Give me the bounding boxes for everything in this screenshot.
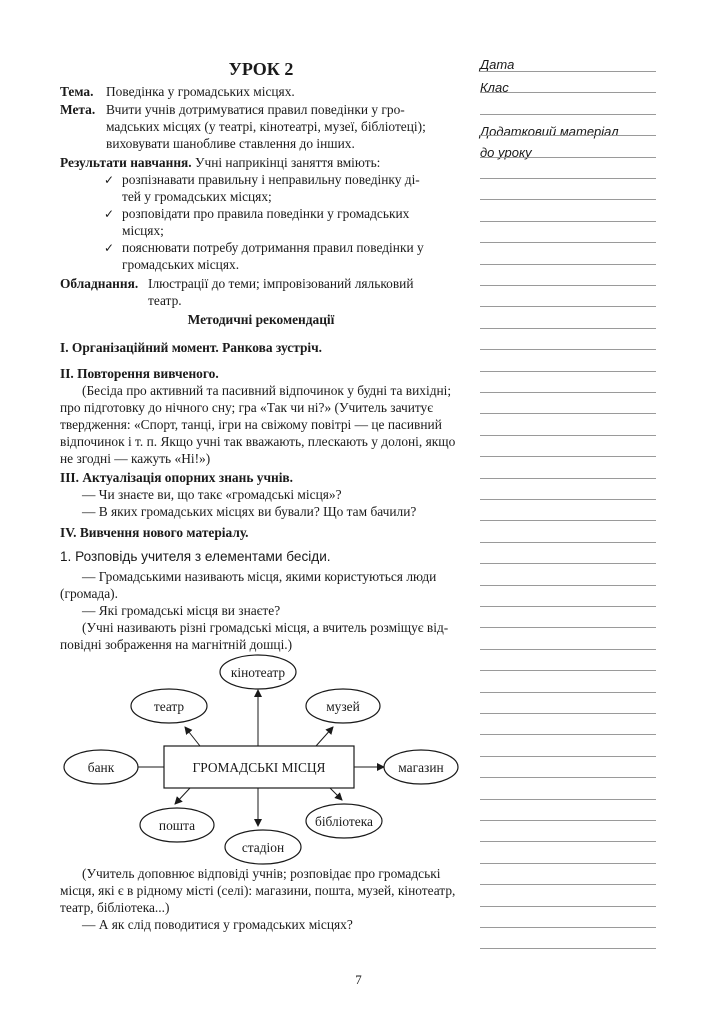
note-line [480,371,656,372]
page-number: 7 [355,972,362,987]
checkmark-icon: ✓ [104,173,115,187]
section-text-line: — А як слід поводитися у громадських місцях? [82,917,353,932]
arrow-to-theatre [185,727,200,746]
goal-line: мадських місцях (у театрі, кінотеатрі, музеї, бібліотеці); [106,119,426,134]
section-text-line: театр, бібліотека...) [60,900,170,915]
node-theatre-label: театр [153,699,185,714]
section-text-line: місця, які є в рідному місті (селі): магазини, пошта, музей, кінотеатр, [60,883,456,898]
checkmark-icon: ✓ [104,207,115,221]
note-line [480,328,656,329]
results-item-line: пояснювати потребу дотримання правил поведінки у [122,240,424,255]
note-line [480,948,656,949]
note-line [480,221,656,222]
goal-line: Вчити учнів дотримуватися правил поведінки у гро- [106,102,405,117]
question-line: — Чи знаєте ви, що такє «громадські місця»? [82,487,342,502]
section-heading: II. Повторення вивченого. [60,366,219,381]
section-text-line: не згодні — кажуть «Ні!») [60,451,211,466]
section-heading: I. Організаційний момент. Ранкова зустріч. [60,340,323,355]
center-label: ГРОМАДСЬКІ МІСЦЯ [192,760,326,775]
note-line [480,777,656,778]
results-item-line: громадських місцях. [122,257,240,272]
recommendations-heading: Методичні рекомендації [187,312,335,327]
arrow-to-museum [316,727,333,746]
note-line [480,306,656,307]
extra-material-label: Додатковий матеріал [480,124,619,139]
note-line [480,264,656,265]
note-line [480,627,656,628]
note-line [480,927,656,928]
note-line [480,606,656,607]
note-line [480,71,656,72]
note-line [480,649,656,650]
note-line [480,499,656,500]
note-line [480,178,656,179]
section-text-line: повідні зображення на магнітній дошці.) [60,637,293,652]
note-line [480,92,656,93]
note-line [480,884,656,885]
note-line [480,820,656,821]
results-item-line: тей у громадських місцях; [122,189,272,204]
section-text-line: — Громадськими називають місця, якими користуються люди [82,569,437,584]
node-stadium-label: стадіон [241,840,285,855]
equipment-line: Ілюстрації до теми; імпровізований ляльковий [148,276,414,291]
section-text-line: про підготовку до нічного сну; гра «Так чи ні?» (Учитель зачитує [60,400,433,415]
note-line [480,456,656,457]
note-line [480,542,656,543]
note-line [480,692,656,693]
extra-material-label: до уроку [480,145,532,160]
note-line [480,242,656,243]
note-line [480,478,656,479]
note-line [480,135,656,136]
note-line [480,670,656,671]
goal-label: Мета. [60,102,96,117]
note-line [480,841,656,842]
node-library-label: бібліотека [315,814,373,829]
results-row [60,155,462,172]
note-line [480,199,656,200]
note-line [480,435,656,436]
node-cinema-label: кінотеатр [230,665,286,680]
note-line [480,734,656,735]
node-bank-label: банк [87,760,115,775]
results-item-line: розпізнавати правильну і неправильну поведінку ді- [122,172,420,187]
note-line [480,713,656,714]
results-label: Результати навчання. [60,155,192,170]
note-line [480,413,656,414]
note-line [480,756,656,757]
topic-text: Поведінка у громадських місцях. [106,84,295,99]
section-text-line: (Учні називають різні громадські місця, а вчитель розміщує від- [82,620,449,635]
section-text-line: (громада). [60,586,118,601]
note-line [480,157,656,158]
note-line [480,520,656,521]
arrow-to-post [175,788,190,804]
public-places-diagram [60,646,462,866]
note-line [480,114,656,115]
note-line [480,349,656,350]
topic-label: Тема. [60,84,94,99]
results-item-line: місцях; [122,223,164,238]
note-line [480,392,656,393]
section-text-line: — Які громадські місця ви знаєте? [82,603,281,618]
goal-line: виховувати шанобливе ставлення до інших. [106,136,355,151]
note-line [480,585,656,586]
note-line [480,863,656,864]
note-line [480,563,656,564]
equipment-line: театр. [148,293,182,308]
section-text-line: (Учитель доповнює відповіді учнів; розповідає про громадські [82,866,441,881]
equipment-label: Обладнання. [60,276,139,291]
results-intro: Учні наприкінці заняття вміють: [194,155,381,170]
note-line [480,906,656,907]
arrow-to-library [330,788,342,800]
section-text-line: твердження: «Спорт, танці, ігри на свіжому повітрі — це пасивний [60,417,442,432]
node-post-label: пошта [158,818,196,833]
section-text-line: (Бесіда про активний та пасивний відпочинок у будні та вихідні; [82,383,452,398]
node-shop-label: магазин [398,760,444,775]
lesson-title: УРОК 2 [228,59,294,79]
question-line: — В яких громадських місцях ви бували? Що там бачили? [82,504,417,519]
note-line [480,799,656,800]
subsection-heading: 1. Розповідь учителя з елементами бесіди. [60,549,331,564]
checkmark-icon: ✓ [104,241,115,255]
node-museum-label: музей [326,699,360,714]
class-label: Клас [480,80,509,95]
section-heading: III. Актуалізація опорних знань учнів. [60,470,294,485]
results-item-line: розповідати про правила поведінки у громадських [122,206,410,221]
section-text-line: відпочинок і т. п. Якщо учні так вважають, плескають у долоні, якщо [60,434,456,449]
section-heading: IV. Вивчення нового матеріалу. [60,525,249,540]
note-line [480,285,656,286]
date-label: Дата [480,57,515,72]
